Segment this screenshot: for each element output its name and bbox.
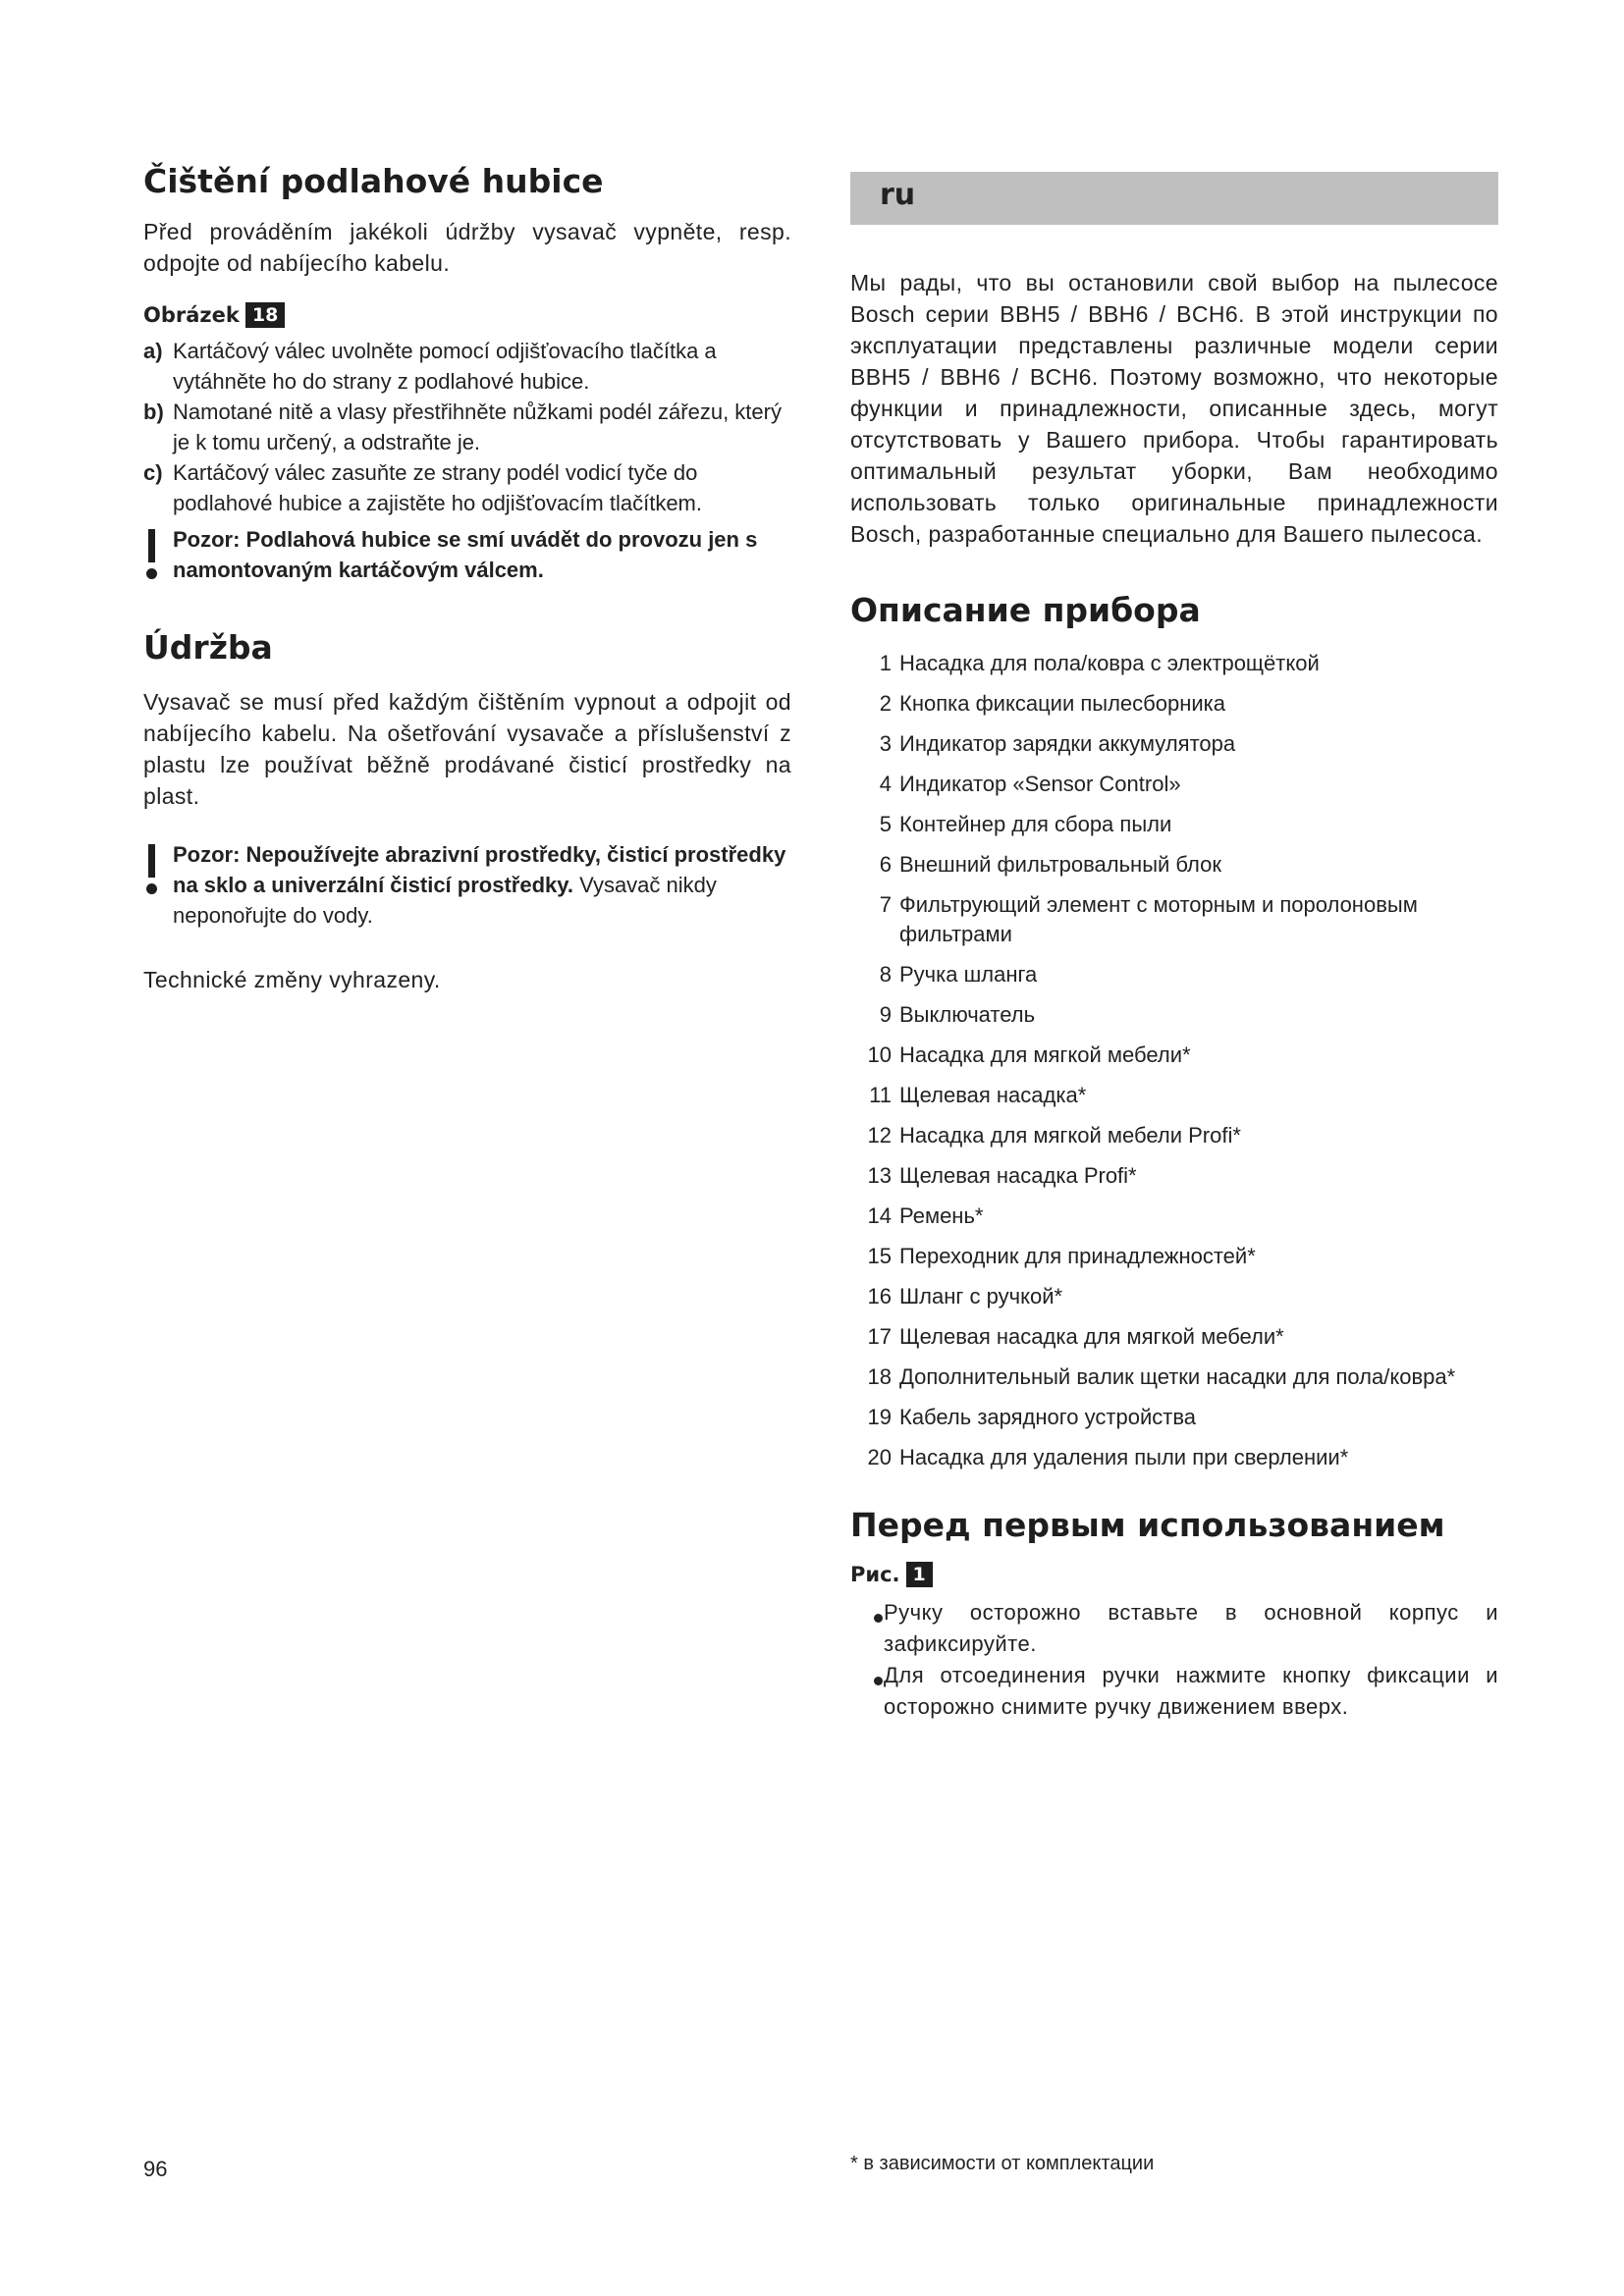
warning-text-bold: Pozor: Nepoužívejte abrazivní prostředky, čisticí prostředky na sklo a univerzální čisticí prostředky. — [173, 842, 786, 897]
section-title-first-use: Перед первым использованием — [850, 1506, 1445, 1544]
list-item: 11 Щелевая насадка* — [869, 1083, 1087, 1107]
list-item: 2 Кнопка фиксации пылесборника — [879, 691, 1226, 716]
first-use-bullets — [850, 1597, 1498, 1723]
figure-label: Рис. — [850, 1563, 900, 1586]
step-item — [143, 457, 791, 518]
bullet-item: Для отсоединения ручки нажмите кнопку фиксации и осторожно снимите ручку движением вверх. — [850, 1660, 1498, 1723]
section-title-brush-cleaning: Čištění podlahové hubice — [143, 162, 604, 200]
bullet-icon — [850, 1660, 884, 1723]
intro-paragraph: Мы рады, что вы остановили свой выбор на пылесосе Bosch серии BBH5 / BBH6 / BCH6. В этой инструкции по эксплуатации представлены различные модели серии BBH5 / BBH6 / BCH6. Поэтому возможно, что некоторые функции и принадлежности, описанные здесь, могут отсутствовать у Вашего прибора. Чтобы гарантировать оптимальный результат уборки, Вам необходимо использовать только оригинальные принадлежности Bosch, разработанные специально для Вашего пылесоса. — [850, 270, 1498, 547]
section-title-device-description: Описание прибора — [850, 591, 1201, 629]
figure-number-badge: 18 — [245, 302, 285, 328]
language-header-bar — [850, 172, 1498, 225]
left-column — [143, 162, 791, 995]
list-item: 18 Дополнительный валик щетки насадки для пола/ковра* — [867, 1364, 1456, 1389]
step-letter: c) — [143, 460, 163, 485]
page-number: 96 — [143, 2157, 168, 2181]
figure-reference-1 — [850, 1562, 1498, 1587]
warning-box — [143, 839, 791, 931]
warning-text: Vysavač nikdy neponořujte do vody. — [173, 873, 717, 928]
bullet-icon — [850, 1597, 884, 1660]
list-item: 1 Насадка для пола/ковра с электрощёткой — [879, 651, 1320, 675]
list-item: 20 Насадка для удаления пыли при сверлении* — [867, 1445, 1349, 1469]
bullet-item: Ручку осторожно вставьте в основной корпус и зафиксируйте. — [850, 1597, 1498, 1660]
list-item: 16 Шланг с ручкой* — [867, 1284, 1063, 1308]
exclamation-icon — [143, 524, 173, 585]
list-item: 12 Насадка для мягкой мебели Profi* — [867, 1123, 1241, 1148]
technical-changes-note: Technické změny vyhrazeny. — [143, 967, 441, 992]
list-item: 19 Кабель зарядного устройства — [867, 1405, 1196, 1429]
warning-box — [143, 524, 791, 585]
step-text: Kartáčový válec uvolněte pomocí odjišťovacího tlačítka a vytáhněte ho do strany z podlahové hubice. — [173, 339, 717, 394]
list-item: 4 Индикатор «Sensor Control» — [879, 772, 1181, 796]
step-text: Kartáčový válec zasuňte ze strany podél vodicí tyče do podlahové hubice a zajistěte ho odjišťovacím tlačítkem. — [173, 460, 702, 515]
list-item: 7 Фильтрующий элемент с моторным и поролоновым фильтрами — [879, 892, 1418, 946]
exclamation-icon — [143, 839, 173, 931]
footnote: * в зависимости от комплектации — [850, 2153, 1155, 2174]
step-letter: b) — [143, 400, 164, 424]
steps-list — [143, 336, 791, 518]
list-item: 13 Щелевая насадка Profi* — [867, 1163, 1137, 1188]
section-title-maintenance: Údržba — [143, 628, 273, 667]
step-text: Namotané nitě a vlasy přestřihněte nůžkami podél zářezu, který je k tomu určený, a odstraňte je. — [173, 400, 782, 454]
step-item — [143, 336, 791, 397]
step-item — [143, 397, 791, 457]
warning-text: Pozor: Podlahová hubice se smí uvádět do provozu jen s namontovaným kartáčovým válcem. — [173, 527, 758, 582]
list-item: 15 Переходник для принадлежностей* — [867, 1244, 1256, 1268]
list-item: 14 Ремень* — [867, 1203, 984, 1228]
step-letter: a) — [143, 339, 163, 363]
list-item: 3 Индикатор зарядки аккумулятора — [879, 731, 1236, 756]
list-item: 9 Выключатель — [879, 1002, 1036, 1027]
figure-label: Obrázek — [143, 303, 240, 327]
language-code: ru — [880, 178, 916, 212]
section-intro-brush-cleaning: Před prováděním jakékoli údržby vysavač vypněte, resp. odpojte od nabíjecího kabelu. — [143, 219, 791, 276]
list-item: 17 Щелевая насадка для мягкой мебели* — [867, 1324, 1284, 1349]
parts-list — [850, 649, 1498, 1472]
list-item: 5 Контейнер для сбора пыли — [879, 812, 1172, 836]
list-item: 6 Внешний фильтровальный блок — [879, 852, 1221, 877]
figure-reference-18 — [143, 302, 791, 328]
section-intro-maintenance: Vysavač se musí před každým čištěním vypnout a odpojit od nabíjecího kabelu. Na ošetřování vysavače a příslušenství z plastu lze používat běžně prodávané čisticí prostředky na plast. — [143, 689, 791, 809]
figure-number-badge: 1 — [906, 1562, 933, 1587]
list-item: 10 Насадка для мягкой мебели* — [867, 1042, 1191, 1067]
right-column — [850, 267, 1498, 1723]
list-item: 8 Ручка шланга — [879, 962, 1038, 987]
